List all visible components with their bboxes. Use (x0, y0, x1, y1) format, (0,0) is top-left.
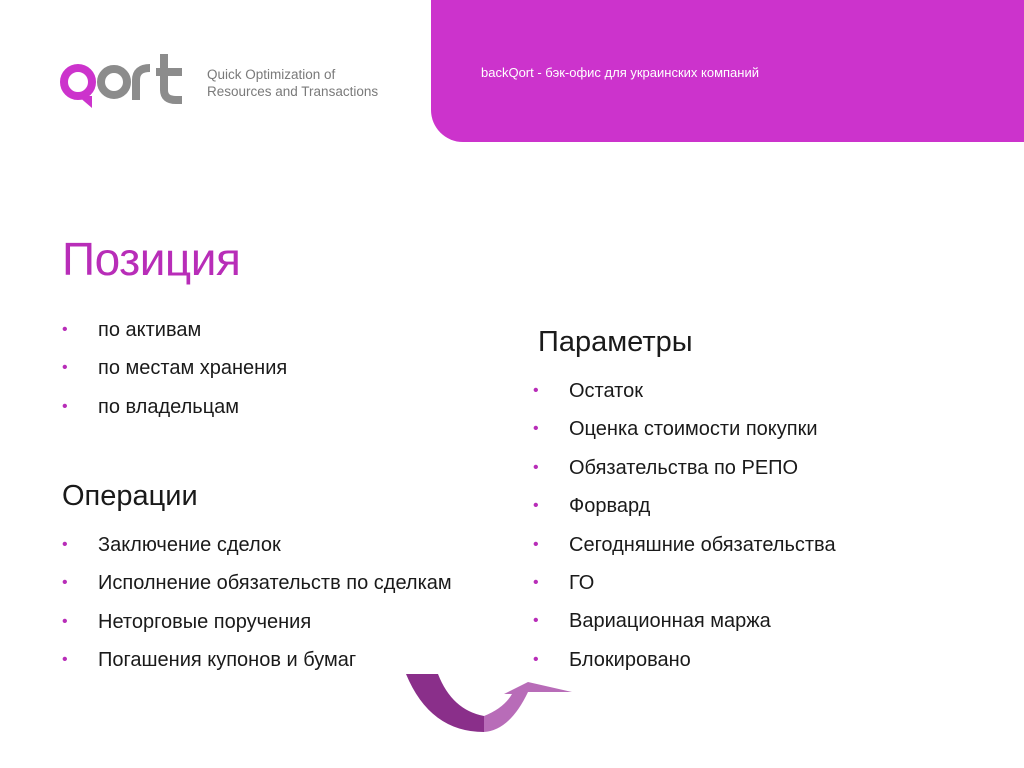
bullet-icon: • (533, 535, 539, 553)
bullet-icon: • (62, 651, 68, 669)
bullet-icon: • (62, 574, 68, 592)
list-item: • Форвард (533, 495, 651, 518)
bullet-icon: • (62, 612, 68, 630)
parameters-list (533, 379, 836, 686)
bullet-icon: • (62, 321, 68, 338)
parameters-heading: Параметры (538, 326, 693, 358)
bullet-icon: • (533, 612, 539, 630)
list-item: • по местам хранения (62, 357, 288, 380)
list-item: • Погашения купонов и бумаг (62, 649, 357, 672)
list-item: • Неторговые поручения (62, 610, 312, 633)
list-item: • по владельцам (62, 395, 240, 418)
logo-subtitle-line-2: Resources and Transactions (207, 84, 379, 99)
bullet-icon: • (62, 397, 68, 415)
bullet-icon: • (533, 650, 539, 668)
list-item: • Обязательства по РЕПО (533, 456, 799, 479)
bullet-icon: • (533, 497, 539, 515)
bullet-icon: • (62, 359, 68, 377)
operations-list (62, 533, 452, 687)
slide-title: Позиция (62, 233, 241, 285)
list-item: • Исполнение обязательств по сделкам (62, 572, 452, 595)
bullet-icon: • (533, 420, 539, 438)
logo-subtitle (207, 66, 378, 100)
list-item: • по активам (62, 319, 202, 341)
list-item: • Вариационная маржа (533, 610, 771, 633)
qort-logo (58, 50, 192, 112)
bullet-icon: • (62, 536, 68, 553)
header-band (431, 0, 1024, 142)
list-item: • Оценка стоимости покупки (533, 418, 818, 441)
list-item: • Сегодняшние обязательства (533, 533, 836, 556)
bullet-icon: • (533, 382, 539, 399)
bullet-icon: • (533, 573, 539, 591)
bullet-icon: • (533, 458, 539, 476)
operations-heading: Операции (62, 480, 198, 512)
logo-subtitle-line-1: Quick Optimization of (207, 67, 336, 82)
position-list (62, 318, 287, 433)
list-item: • ГО (533, 571, 595, 594)
curved-arrow-icon (400, 670, 580, 736)
header-tagline: backQort - бэк-офис для украинских компаний (481, 65, 759, 80)
list-item: • Остаток (533, 380, 643, 402)
list-item: • Блокировано (533, 648, 691, 671)
list-item: • Заключение сделок (62, 534, 281, 556)
